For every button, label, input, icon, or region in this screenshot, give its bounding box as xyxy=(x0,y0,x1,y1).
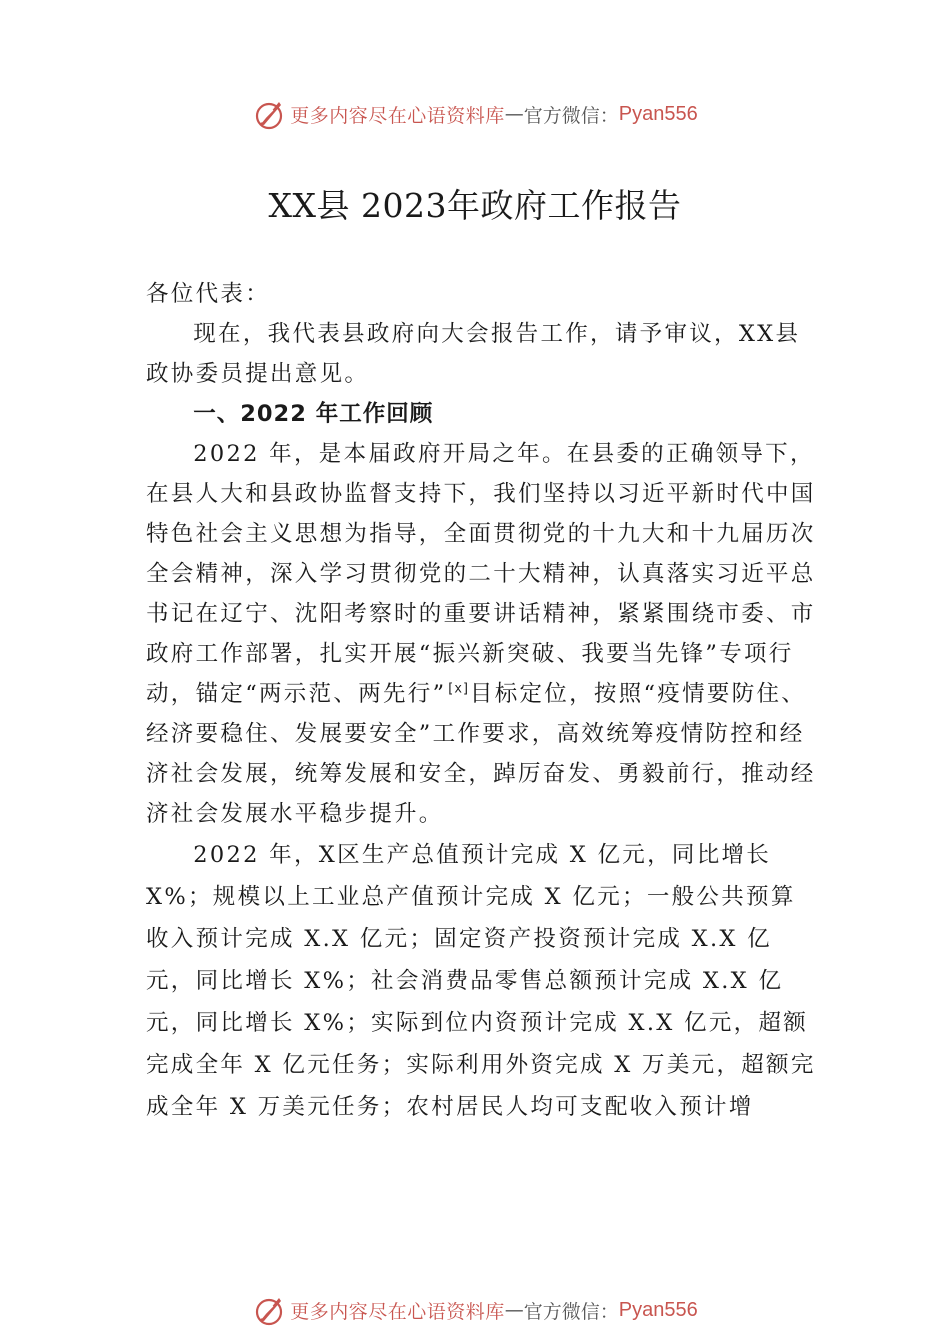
section-heading: 一、2022 年工作回顾 xyxy=(193,401,434,427)
document-body xyxy=(146,274,818,1128)
bottom-watermark-banner xyxy=(0,1290,950,1330)
top-watermark-banner xyxy=(0,94,950,134)
banner-wechat-id: Pyan556 xyxy=(618,102,698,125)
banner-wechat-label: 官方微信： xyxy=(523,104,619,127)
footnote-mark[interactable]: [x] xyxy=(446,681,470,697)
quill-seal-icon xyxy=(252,97,286,131)
banner-dash: — xyxy=(504,1299,524,1321)
banner-wechat-id: Pyan556 xyxy=(618,1298,698,1321)
banner-brand-text: 更多内容尽在心语资料库 xyxy=(290,104,505,127)
intro-paragraph: 现在，我代表县政府向大会报告工作，请予审议，XX县政协委员提出意见。 xyxy=(146,321,801,387)
salutation: 各位代表： xyxy=(146,281,271,307)
statistics-paragraph: 2022 年，X区生产总值预计完成 X 亿元，同比增长 X%；规模以上工业总产值预计完成 X 亿元；一般公共预算收入预计完成 X.X 亿元；固定资产投资预计完成 X.X 亿元，同比增长 X%；社会消费品零售总额预计完成 X.X 亿元，同比增长 X%；实际到位内资预计完成 X.X 亿元，超额完成全年 X 亿元任务；实际利用外资完成 X 万美元，超额完成全年 X 万美元任务；农村居民人均可支配收入预计增 xyxy=(146,842,816,1120)
banner-wechat-label: 官方微信： xyxy=(523,1300,619,1323)
quill-seal-icon xyxy=(252,1293,286,1327)
review-text-part1: 2022 年，是本届政府开局之年。在县委的正确领导下，在县人大和县政协监督支持下，我们坚持以习近平新时代中国特色社会主义思想为指导，全面贯彻党的十九大和十九届历次全会精神，深入学习贯彻党的二十大精神，认真落实习近平总书记在辽宁、沈阳考察时的重要讲话精神，紧紧围绕市委、市政府工作部署，扎实开展“振兴新突破、我要当先锋”专项行动，锚定“两示范、两先行” xyxy=(146,441,816,707)
review-paragraph xyxy=(146,434,818,834)
banner-dash: — xyxy=(504,103,524,125)
document-title: XX县 2023年政府工作报告 xyxy=(268,186,682,225)
review-text-part2: 目标定位，按照“疫情要防住、经济要稳住、发展要安全”工作要求，高效统筹疫情防控和经济社会发展，统筹发展和安全，踔厉奋发、勇毅前行，推动经济社会发展水平稳步提升。 xyxy=(146,681,816,827)
banner-brand-text: 更多内容尽在心语资料库 xyxy=(290,1300,505,1323)
